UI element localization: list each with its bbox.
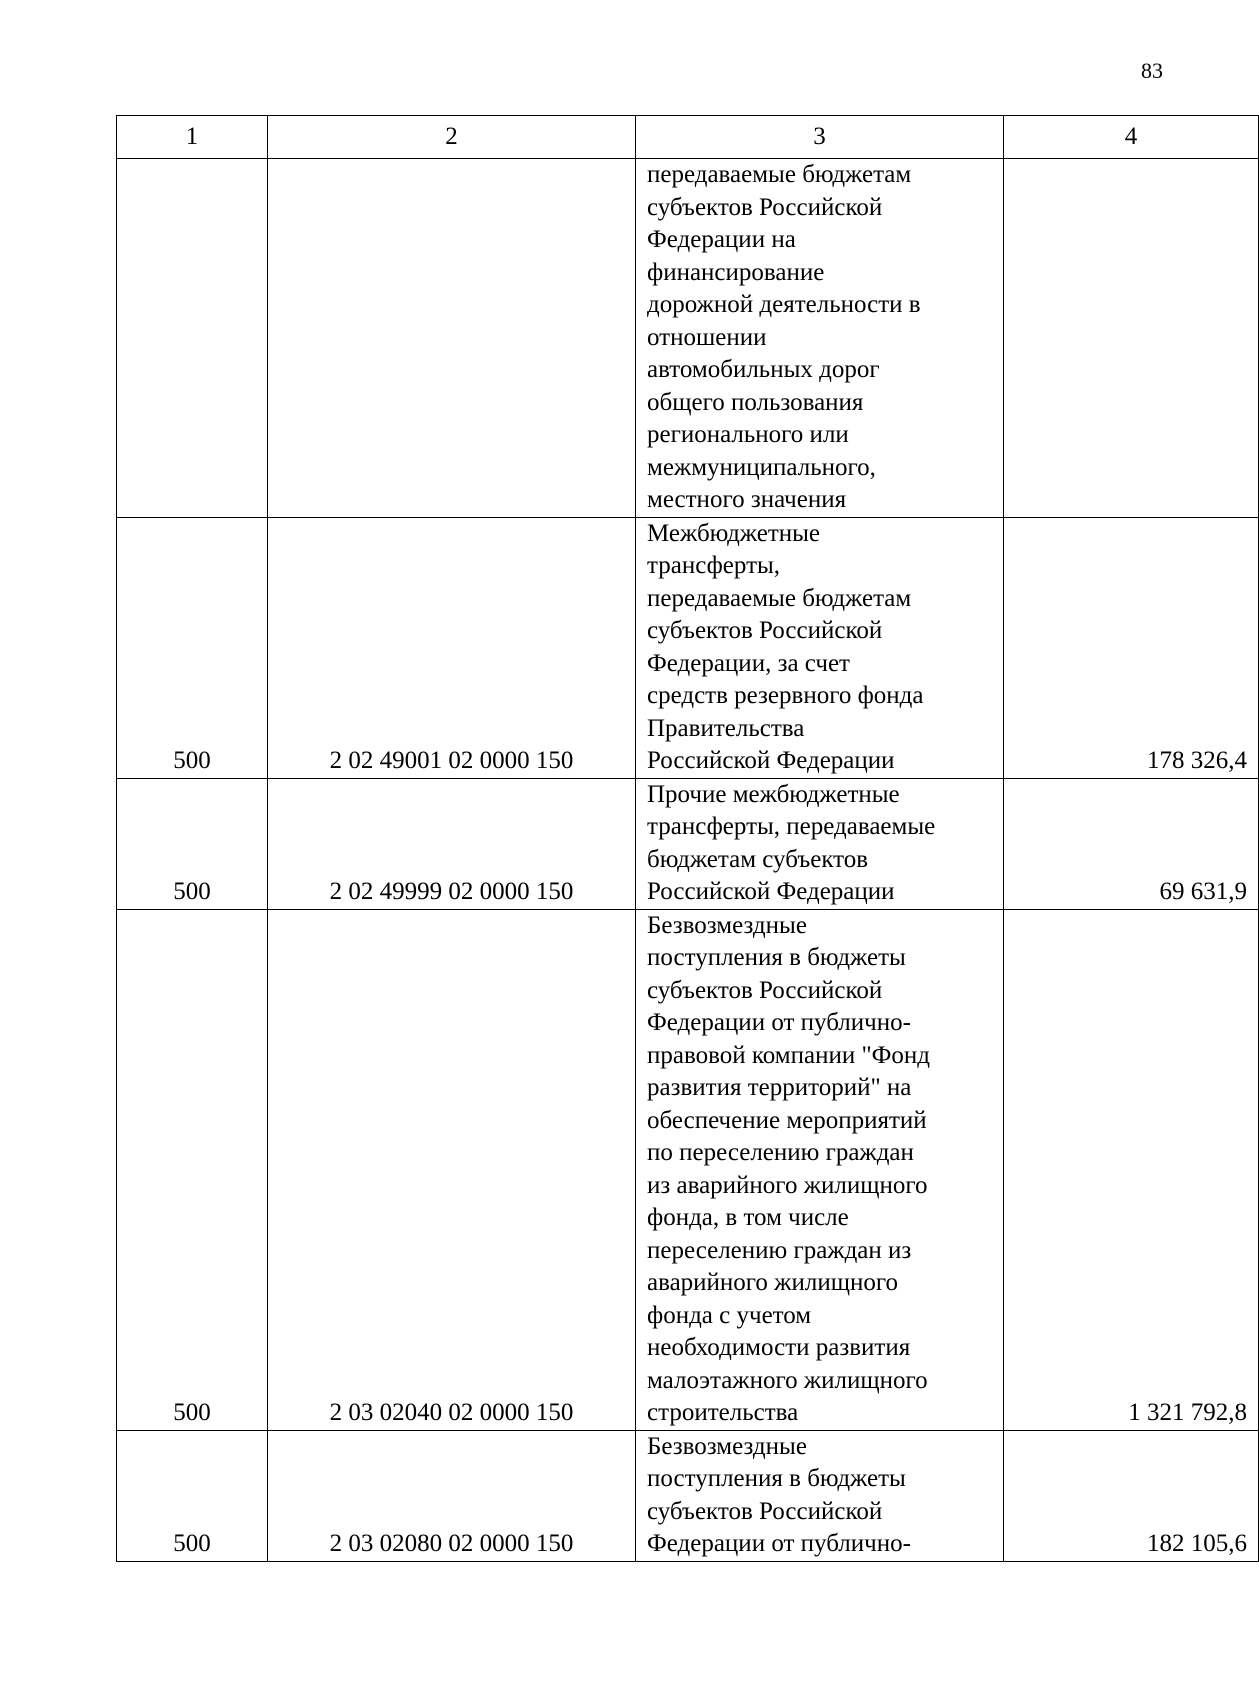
table-row [117, 909, 1259, 1430]
budget-code-cell [268, 159, 636, 518]
amount-cell: 69 631,9 [1004, 778, 1259, 909]
column-header-4: 4 [1004, 116, 1259, 159]
column-header-3: 3 [636, 116, 1004, 159]
admin-code-cell: 500 [117, 517, 268, 778]
page-number: 83 [1141, 58, 1163, 83]
description-cell: Безвозмездные поступления в бюджеты субъектов Российской Федерации от публично- правовой компании "Фонд развития территорий" на обеспечение мероприятий по переселению граждан из аварийного жилищного фонда, в том числе переселению граждан из аварийного жилищного фонда с учетом необходимости развития малоэтажного жилищного строительства [636, 909, 1004, 1430]
amount-cell: 178 326,4 [1004, 517, 1259, 778]
table-row [117, 1430, 1259, 1561]
column-header-2: 2 [268, 116, 636, 159]
description-cell: Межбюджетные трансферты, передаваемые бюджетам субъектов Российской Федерации, за счет средств резервного фонда Правительства Российской Федерации [636, 517, 1004, 778]
table-header [117, 116, 1259, 159]
description-cell: передаваемые бюджетам субъектов Российской Федерации на финансирование дорожной деятельности в отношении автомобильных дорог общего пользования регионального или межмуниципального, местного значения [636, 159, 1004, 518]
budget-code-cell: 2 02 49001 02 0000 150 [268, 517, 636, 778]
amount-cell: 1 321 792,8 [1004, 909, 1259, 1430]
amount-cell [1004, 159, 1259, 518]
admin-code-cell [117, 159, 268, 518]
table-body [117, 159, 1259, 1562]
table-row [117, 159, 1259, 518]
budget-code-cell: 2 02 49999 02 0000 150 [268, 778, 636, 909]
description-cell: Безвозмездные поступления в бюджеты субъектов Российской Федерации от публично- [636, 1430, 1004, 1561]
table-row [117, 517, 1259, 778]
column-header-1: 1 [117, 116, 268, 159]
budget-revenue-table [116, 115, 1259, 1562]
table-row [117, 778, 1259, 909]
admin-code-cell: 500 [117, 909, 268, 1430]
header-row [117, 116, 1259, 159]
budget-code-cell: 2 03 02080 02 0000 150 [268, 1430, 636, 1561]
budget-code-cell: 2 03 02040 02 0000 150 [268, 909, 636, 1430]
description-cell: Прочие межбюджетные трансферты, передаваемые бюджетам субъектов Российской Федерации [636, 778, 1004, 909]
admin-code-cell: 500 [117, 778, 268, 909]
amount-cell: 182 105,6 [1004, 1430, 1259, 1561]
admin-code-cell: 500 [117, 1430, 268, 1561]
